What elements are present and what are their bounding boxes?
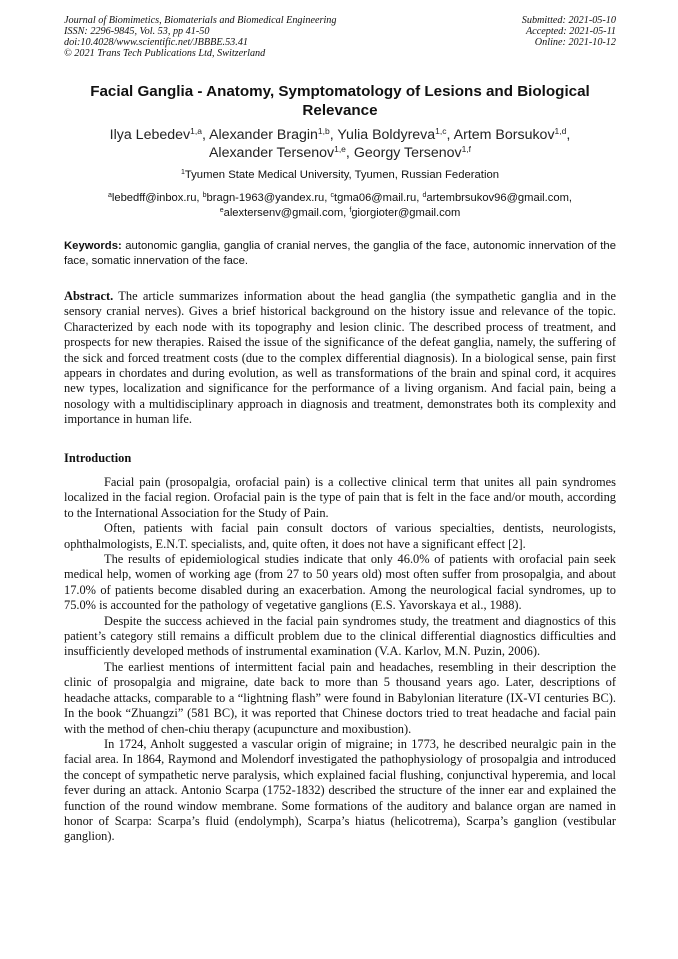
paragraph: The earliest mentions of intermittent facial pain and headaches, resembling in their description the clinic of prosopalgia and migraine, date back to more than 5 thousand years ago. Later, descriptions of headache attacks, comparable to a “lightning flash” were found in Babylonian literature (IX-VI centuries BC). In the book “Zhuangzi” (581 BC), it was reported that Chinese doctors tried to treat headache and facial pain with the method of chen-chiu therapy (acupuncture and moxibustion). xyxy=(64,659,616,736)
email[interactable]: $^c$tgma06@mail.ru, xyxy=(330,192,423,204)
author: Artem Borsukov$^{1,d}$, xyxy=(453,126,571,143)
email[interactable]: $^e$alextersenv@gmail.com, xyxy=(219,207,350,219)
email-list xyxy=(64,191,616,221)
keywords-text: autonomic ganglia, ganglia of cranial nerves, the ganglia of the face, autonomic innervation of the face, somatic innervation of the face. xyxy=(64,240,616,267)
email[interactable]: $^a$lebedff@inbox.ru, xyxy=(107,192,203,204)
author-list xyxy=(64,126,616,162)
paper-title: Facial Ganglia - Anatomy, Symptomatology of Lesions and Biological Relevance xyxy=(90,83,590,119)
author: Georgy Tersenov$^{1,f}$ xyxy=(353,144,472,161)
journal-info xyxy=(64,15,336,59)
keywords-label: Keywords: xyxy=(64,240,122,252)
email[interactable]: $^b$bragn-1963@yandex.ru, xyxy=(202,192,331,204)
journal-issn: ISSN: 2296-9845, Vol. 53, pp 41-50 xyxy=(64,26,210,37)
email[interactable]: $^f$giorgioter@gmail.com xyxy=(349,207,461,219)
author: Yulia Boldyreva$^{1,c}$, xyxy=(337,126,454,143)
online-date: Online: 2021-10-12 xyxy=(534,37,616,48)
paragraph: Despite the success achieved in the facial pain syndromes study, the treatment and diagnostics of this patient’s category still remains a difficult problem due to the clinical differential diagnostics difficulties and insufficiently developed methods of instrumental examination (V.A. Karlov, M.N. Puzin, 2006). xyxy=(64,613,616,659)
author: Ilya Lebedev$^{1,a}$, xyxy=(109,126,210,143)
journal-doi[interactable]: doi:10.4028/www.scientific.net/JBBBE.53.41 xyxy=(64,37,249,48)
email[interactable]: $^d$artembrsukov96@gmail.com, xyxy=(422,192,573,204)
journal-header xyxy=(64,15,616,65)
paragraph: Facial pain (prosopalgia, orofacial pain) is a collective clinical term that unites all pain syndromes localized in the facial region. Orofacial pain is the type of pain that is felt in the face and/or mouth, according to the International Association for the Study of Pain. xyxy=(64,475,616,520)
affiliation: $^1$Tyumen State Medical University, Tyumen, Russian Federation xyxy=(180,169,500,181)
author: Alexander Tersenov$^{1,e}$, xyxy=(208,144,354,161)
submitted-date: Submitted: 2021-05-10 xyxy=(521,15,616,26)
publication-dates xyxy=(522,15,616,48)
journal-copyright: © 2021 Trans Tech Publications Ltd, Switzerland xyxy=(64,48,266,59)
paragraph: Often, patients with facial pain consult doctors of various specialties, dentists, neurologists, ophthalmologists, E.N.T. specialists, and, quite often, it does not have a significant effect [2]. xyxy=(64,521,616,551)
author: Alexander Bragin$^{1,b}$, xyxy=(209,126,338,143)
keywords xyxy=(64,239,616,269)
abstract xyxy=(64,289,616,428)
section-heading: Introduction xyxy=(64,451,132,465)
abstract-text: The article summarizes information about the head ganglia (the sympathetic ganglia and in the sensory cranial nerves). Gives a brief historical background on the history issue and relevance of the topic. Characterized by each node with its topography and lesion clinic. The described process of treatment, and prospects for new therapies. Raised the issue of the significance of the defeat ganglia, namely, the suffering of the sick and forced treatment costs (due to the complex differential diagnosis). In a biological sense, pain first appears in chordates and during evolution, as well as transformations of the brain and spinal cord, it acquires new types, localization and significance for the performance of a living organism. And facial pain, being a nosology with a multidisciplinary approach in diagnosis and treatment, demonstrates both its complexity and importance in human life. xyxy=(64,289,616,427)
journal-name: Journal of Biomimetics, Biomaterials and Biomedical Engineering xyxy=(64,15,337,26)
abstract-label: Abstract. xyxy=(64,289,114,303)
paragraph: The results of epidemiological studies indicate that only 46.0% of patients with orofacial pain seek medical help, women of working age (from 27 to 50 years old) most often suffer from prosopalgia, and about 17.0% of patients become disabled during an exacerbation. Among the neurological facial syndromes, up to 75.0% is accounted for the pathology of vegetative ganglions (E.S. Yavorskaya et al., 1988). xyxy=(64,552,616,613)
introduction-body xyxy=(64,475,616,845)
accepted-date: Accepted: 2021-05-11 xyxy=(525,26,616,37)
paragraph: In 1724, Anholt suggested a vascular origin of migraine; in 1773, he described neuralgic pain in the facial area. In 1864, Raymond and Molendorf investigated the pathophysiology of prosopalgia and introduced the concept of sympathetic nerve paralysis, which explained facial flushing, conjunctival hyperemia, and local fever during an attack. Antonio Scarpa (1752-1832) described the structure of the inner ear and explained the function of the round window membrane. Some formations of the auditory and balance organ are named in honor of Scarpa: Scarpa’s fluid (endolymph), Scarpa’s hiatus (helicotrema), Scarpa’s ganglion (vestibular ganglion). xyxy=(64,736,616,844)
